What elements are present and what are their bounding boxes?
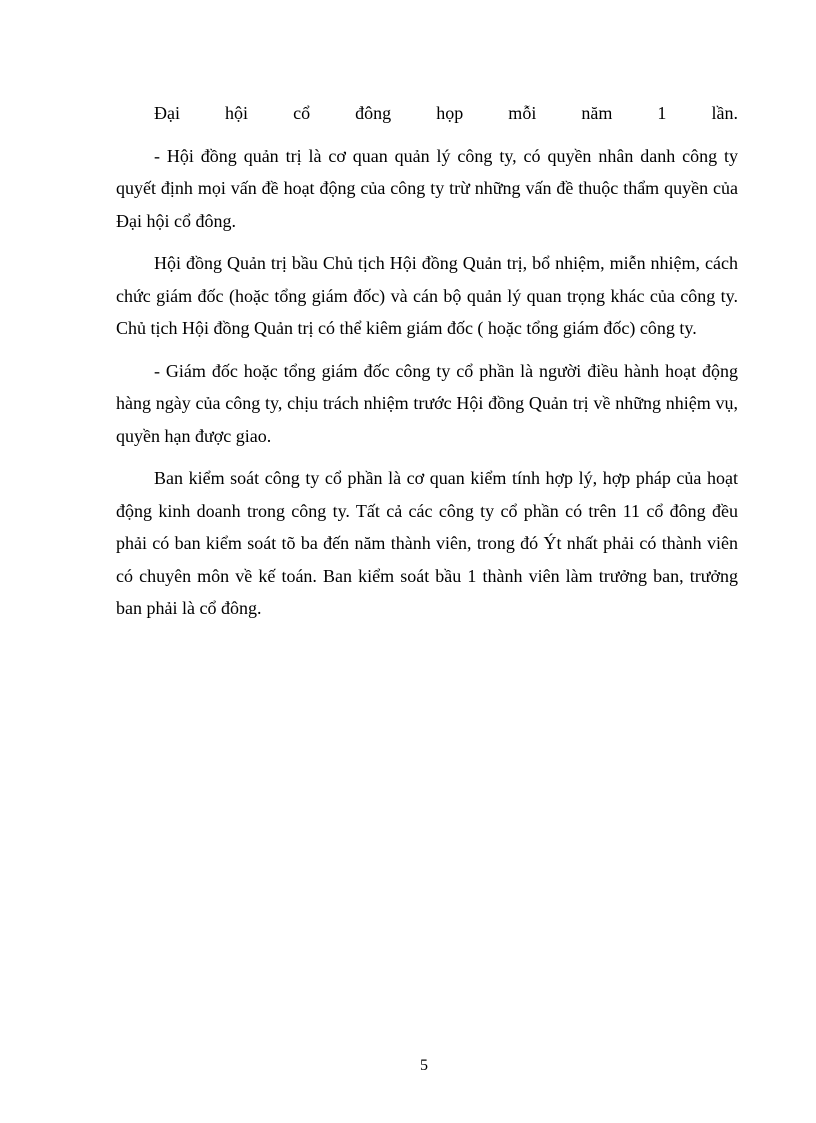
paragraph-director: - Giám đốc hoặc tổng giám đốc công ty cổ phần là người điều hành hoạt động hàng ngày của công ty, chịu trách nhiệm trước Hội đồng Quản trị về những nhiệm vụ, quyền hạn được giao. bbox=[116, 360, 738, 446]
paragraph-supervisory-board: Ban kiểm soát công ty cổ phần là cơ quan kiểm tính hợp lý, hợp pháp của hoạt động kinh doanh trong công ty. Tất cả các công ty cổ phần có trên 11 cổ đông đều phải có ban kiểm soát tõ ba đến năm thành viên, trong đó Ýt nhất phải có thành viên có chuyên môn về kế toán. Ban kiểm soát bầu 1 thành viên làm trưởng ban, trưởng ban phải là cổ đông. bbox=[116, 468, 738, 618]
document-body bbox=[116, 97, 738, 635]
paragraph-board-chairman: Hội đồng Quản trị bầu Chủ tịch Hội đồng Quản trị, bổ nhiệm, miễn nhiệm, cách chức giám đốc (hoặc tổng giám đốc) và cán bộ quản lý quan trọng khác của công ty. Chủ tịch Hội đồng Quản trị có thể kiêm giám đốc ( hoặc tổng giám đốc) công ty. bbox=[116, 253, 738, 338]
page-number: 5 bbox=[420, 1057, 428, 1074]
paragraph-board-of-directors: - Hội đồng quản trị là cơ quan quản lý công ty, có quyền nhân danh công ty quyết định mọi vấn đề hoạt động của công ty trừ những vấn đề thuộc thẩm quyền của Đại hội cổ đông. bbox=[116, 145, 738, 231]
paragraph-shareholders-meeting: Đại hội cổ đông họp mỗi năm 1 lần. bbox=[154, 103, 738, 123]
